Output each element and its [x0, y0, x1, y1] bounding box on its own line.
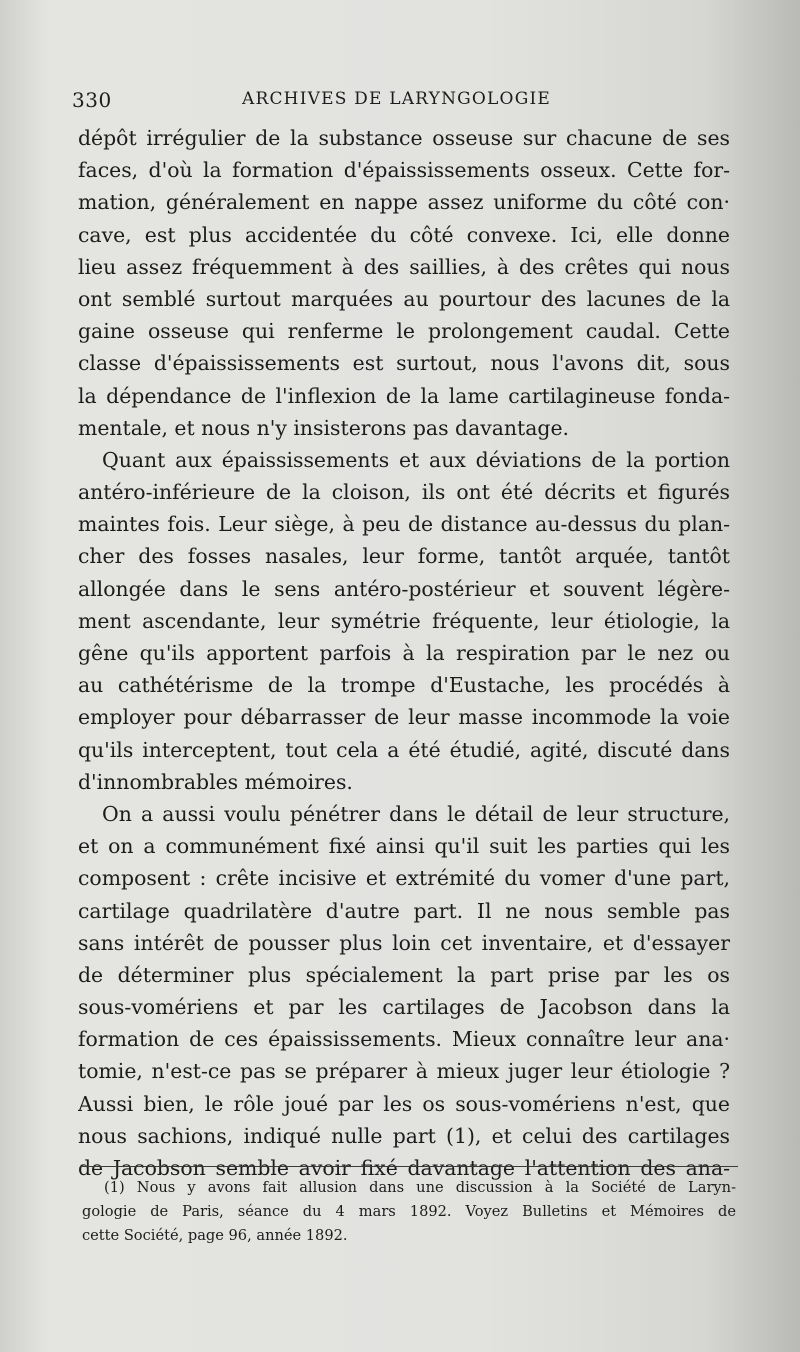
footnote-rule [80, 1166, 738, 1167]
text-line: faces, d'où la formation d'épaississements osseux. Cette for- [78, 158, 730, 183]
text-line: de Jacobson semble avoir fixé davantage l'attention des ana- [78, 1156, 730, 1180]
text-line: Aussi bien, le rôle joué par les os sous-vomériens n'est, que [78, 1091, 730, 1116]
text-line: qu'ils interceptent, tout cela a été étudié, agité, discuté dans [78, 737, 730, 762]
text-line: antéro-inférieure de la cloison, ils ont été décrits et figurés [78, 480, 730, 505]
text-line: lieu assez fréquemment à des saillies, à des crêtes qui nous [78, 254, 730, 279]
text-line: d'innombrables mémoires. [78, 769, 353, 794]
text-line: sans intérêt de pousser plus loin cet inventaire, et d'essayer [78, 930, 730, 955]
text-line: ment ascendante, leur symétrie fréquente, leur étiologie, la [78, 608, 730, 633]
text-line: maintes fois. Leur siège, à peu de distance au-dessus du plan- [78, 512, 730, 537]
text-line: mentale, et nous n'y insisterons pas davantage. [78, 415, 569, 440]
text-line: composent : crête incisive et extrémité du vomer d'une part, [78, 866, 730, 891]
text-line: et on a communément fixé ainsi qu'il suit les parties qui les [78, 834, 730, 859]
text-line: sous-vomériens et par les cartilages de Jacobson dans la [78, 995, 730, 1020]
text-line: cave, est plus accidentée du côté convexe. Ici, elle donne [78, 222, 730, 247]
text-line: gaine osseuse qui renferme le prolongement caudal. Cette [78, 319, 730, 344]
text-line: la dépendance de l'inflexion de la lame cartilagineuse fonda- [78, 383, 730, 408]
body-text [78, 122, 730, 1184]
text-line: gêne qu'ils apportent parfois à la respiration par le nez ou [78, 641, 730, 665]
text-line: mation, généralement en nappe assez uniforme du côté con· [78, 190, 730, 215]
text-line: ont semblé surtout marquées au pourtour des lacunes de la [78, 286, 730, 311]
text-line: formation de ces épaississements. Mieux connaître leur ana· [78, 1027, 730, 1052]
running-head [72, 88, 732, 118]
text-line: tomie, n'est-ce pas se préparer à mieux juger leur étiologie ? [78, 1059, 730, 1084]
page-number: 330 [72, 88, 112, 112]
text-line: classe d'épaississements est surtout, nous l'avons dit, sous [78, 351, 730, 376]
text-line: au cathétérisme de la trompe d'Eustache, les procédés à [78, 673, 730, 698]
footnote-line: gologie de Paris, séance du 4 mars 1892. Voyez Bulletins et Mémoires de [82, 1203, 736, 1220]
text-line: dépôt irrégulier de la substance osseuse sur chacune de ses [78, 126, 730, 150]
text-line: cher des fosses nasales, leur forme, tantôt arquée, tantôt [78, 544, 730, 569]
text-line: de déterminer plus spécialement la part prise par les os [78, 962, 730, 987]
text-line: allongée dans le sens antéro-postérieur et souvent légère- [78, 576, 730, 601]
footnote [82, 1176, 736, 1248]
text-line: cartilage quadrilatère d'autre part. Il ne nous semble pas [78, 898, 730, 923]
text-line: nous sachions, indiqué nulle part (1), et celui des cartilages [78, 1123, 730, 1148]
footnote-line: cette Société, page 96, année 1892. [82, 1227, 348, 1244]
text-line: On a aussi voulu pénétrer dans le détail de leur structure, [102, 801, 730, 826]
text-line: Quant aux épaississements et aux déviations de la portion [102, 447, 730, 472]
journal-title: ARCHIVES DE LARYNGOLOGIE [242, 89, 551, 109]
footnote-line: (1) Nous y avons fait allusion dans une discussion à la Société de Laryn- [104, 1179, 736, 1196]
text-line: employer pour débarrasser de leur masse incommode la voie [78, 705, 730, 730]
